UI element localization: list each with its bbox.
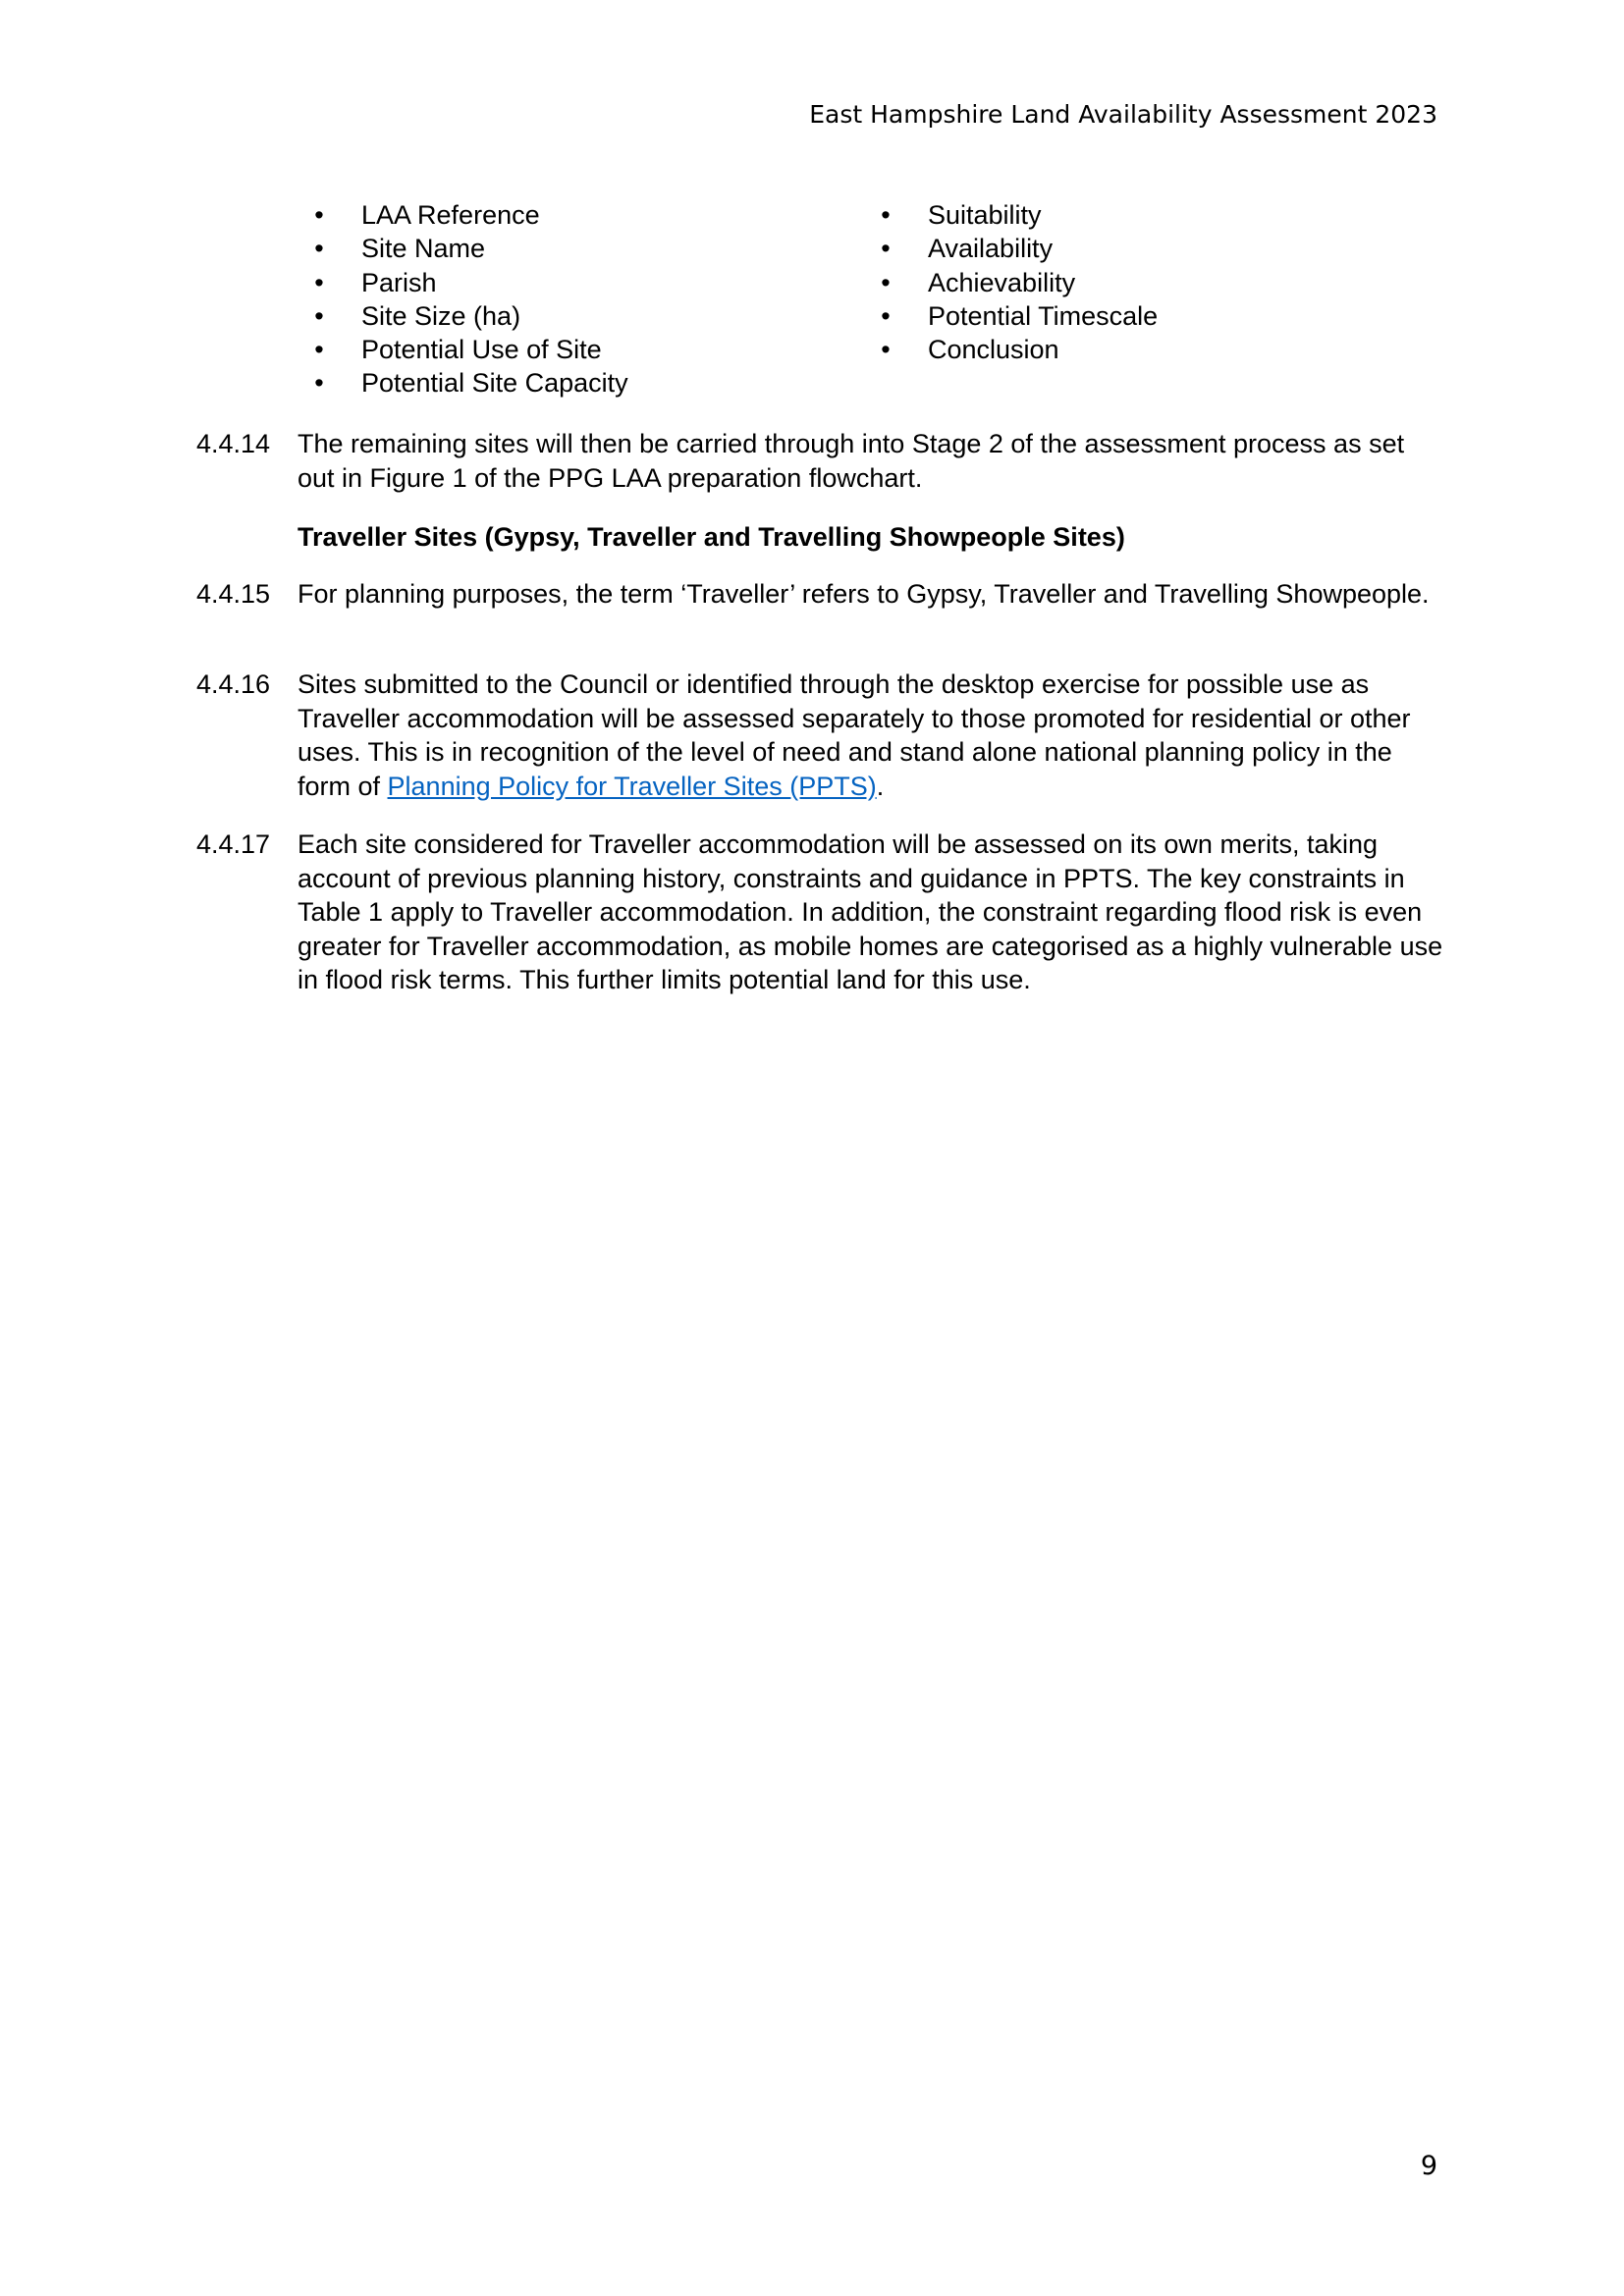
paragraph-number: 4.4.15 [196, 579, 271, 609]
paragraph-text: Each site considered for Traveller accommodation will be assessed on its own merits, taking account of previous planning history, constraints and guidance in PPTS. The key constraints in Table 1 apply to Traveller accommodation. In addition, the constraint regarding flood risk is even greater for Traveller accommodation, as mobile homes are categorised as a highly vulnerable use in flood risk terms. This further limits potential land for this use. [298, 829, 1443, 995]
section-subheading: Traveller Sites (Gypsy, Traveller and Travelling Showpeople Sites) [298, 522, 1125, 552]
bullet-icon: • [881, 200, 891, 230]
paragraph-4-4-16 [196, 667, 1443, 803]
bullet-list-left [312, 198, 628, 400]
paragraph-number: 4.4.14 [196, 429, 271, 458]
paragraph-number: 4.4.17 [196, 829, 271, 859]
paragraph-4-4-14 [196, 427, 1443, 495]
bullet-icon: • [314, 300, 324, 331]
paragraph-text [298, 667, 1443, 803]
ppts-link[interactable]: Planning Policy for Traveller Sites (PPTS) [387, 771, 877, 801]
list-item [312, 232, 628, 265]
bullet-icon: • [881, 335, 891, 365]
bullet-list-right [879, 198, 1158, 366]
list-item-label: Site Size (ha) [361, 300, 521, 331]
list-item-label: Parish [361, 267, 437, 297]
paragraph-text: The remaining sites will then be carried through into Stage 2 of the assessment process as set out in Figure 1 of the PPG LAA preparation flowchart. [298, 429, 1405, 493]
list-item-label: Conclusion [928, 335, 1059, 365]
list-item-label: Suitability [928, 200, 1042, 230]
list-item [879, 232, 1158, 265]
bullet-icon: • [314, 267, 324, 297]
list-item-label: Site Name [361, 234, 486, 264]
bullet-icon: • [881, 267, 891, 297]
list-item-label: LAA Reference [361, 200, 540, 230]
running-header-title: East Hampshire Land Availability Assessment 2023 [809, 100, 1437, 129]
paragraph-number: 4.4.16 [196, 669, 271, 699]
list-item [879, 198, 1158, 232]
list-item [312, 366, 628, 400]
list-item [879, 299, 1158, 333]
list-item-label: Potential Timescale [928, 300, 1159, 331]
list-item [879, 333, 1158, 366]
list-item [312, 198, 628, 232]
page-number: 9 [1420, 2151, 1437, 2181]
list-item [879, 266, 1158, 299]
list-item [312, 333, 628, 366]
paragraph-text: For planning purposes, the term ‘Traveller’ refers to Gypsy, Traveller and Travelling Showpeople. [298, 579, 1430, 609]
bullet-icon: • [881, 300, 891, 331]
bullet-icon: • [314, 200, 324, 230]
list-item-label: Potential Site Capacity [361, 368, 628, 399]
list-item [312, 299, 628, 333]
list-item [312, 266, 628, 299]
paragraph-text-after-link: . [876, 771, 885, 801]
list-item-label: Achievability [928, 267, 1076, 297]
bullet-icon: • [314, 368, 324, 399]
bullet-icon: • [314, 335, 324, 365]
list-item-label: Potential Use of Site [361, 335, 602, 365]
bullet-icon: • [314, 234, 324, 264]
paragraph-4-4-17 [196, 828, 1443, 997]
list-item-label: Availability [928, 234, 1054, 264]
paragraph-text-before-link: Sites submitted to the Council or identified through the desktop exercise for possible use as Traveller accommodation will be assessed separately to those promoted for residential or other uses. This is in recognition of the level of need and stand alone national planning policy in the form of [298, 669, 1411, 801]
bullet-icon: • [881, 234, 891, 264]
paragraph-4-4-15 [196, 577, 1443, 612]
